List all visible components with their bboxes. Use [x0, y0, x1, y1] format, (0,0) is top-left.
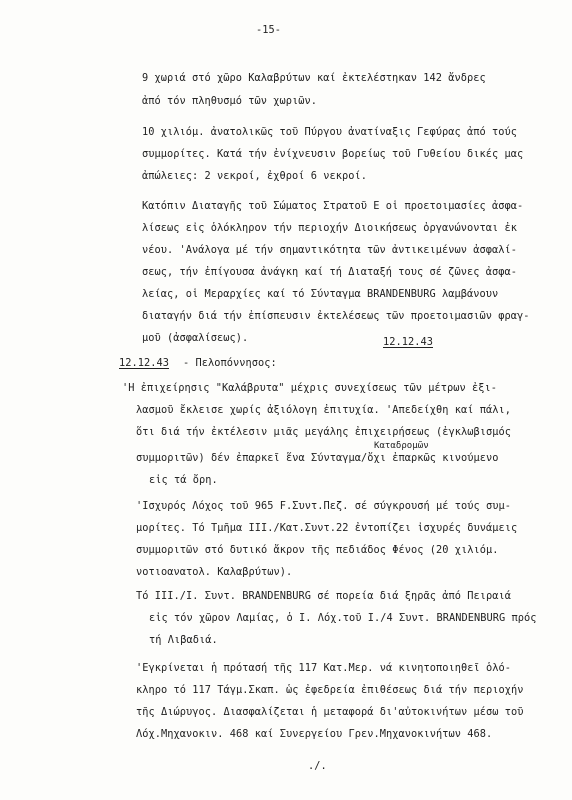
text-line: εἰς τά ὄρη. — [149, 474, 218, 486]
section-date: 12.12.43 — [119, 357, 169, 369]
section-title: - Πελοπόννησος: — [183, 357, 277, 369]
text-line: λασμοῦ ἔκλεισε χωρίς ἀξιόλογη ἐπιτυχία. 'Απεδείχθη καί πάλι, — [136, 404, 511, 416]
text-line: Τό III./I. Συντ. BRANDENBURG σέ πορεία διά ξηρᾶς ἀπό Πειραιά — [136, 590, 511, 602]
text-line: ὅτι διά τήν ἐκτέλεσιν μιᾶς μεγάλης ἐπιχειρήσεως (ἐγκλωβισμός — [136, 426, 511, 438]
text-line: Λόχ.Μηχανοκιν. 468 καί Συνεργείου Γρεν.Μηχανοκινήτων 468. — [136, 728, 493, 740]
text-line: τή Λιβαδιά. — [149, 634, 218, 646]
text-line: μορίτες. Τό Τμῆμα III./Κατ.Συντ.22 ἐντοπίζει ἰσχυρές δυνάμεις — [136, 522, 518, 534]
text-line: μοῦ (ἀσφαλίσεως). — [142, 332, 249, 344]
text-line: τῆς Διώρυγος. Διασφαλίζεται ἡ μεταφορά δι'αὐτοκινήτων μέσω τοῦ — [136, 706, 524, 718]
text-line: 'Εγκρίνεται ἡ πρότασή τῆς 117 Κατ.Μερ. νά κινητοποιηθεῖ ὁλό- — [136, 662, 511, 674]
text-line: εἰς τόν χῶρον Λαμίας, ὁ I. Λόχ.τοῦ I./4 Συντ. BRANDENBURG πρός — [149, 612, 537, 624]
text-line: λείας, οἱ Μεραρχίες καί τό Σύνταγμα BRANDENBURG λαμβάνουν — [142, 288, 499, 300]
text-line: συμμορίτες. Κατά τήν ἐνίχνευσιν βορείως τοῦ Γυθείου δικές μας — [142, 148, 524, 160]
text-line: 'Η ἐπιχείρησις "Καλάβρυτα" μέχρις συνεχίσεως τῶν μέτρων ἐξι- — [122, 382, 497, 394]
text-line: σεως, τήν ἐπίγουσα ἀνάγκη καί τή Διαταξή τους σέ ζῶνες ἀσφα- — [142, 266, 517, 278]
text-line: ἀπώλειες: 2 νεκροί, ἐχθροί 6 νεκροί. — [142, 170, 367, 182]
text-line: διαταγήν διά τήν ἐπίσπευσιν ἐκτελέσεως τῶν προετοιμασιῶν φραγ- — [142, 310, 530, 322]
page-number: -15- — [256, 24, 281, 36]
paragraph-date: 12.12.43 — [383, 336, 433, 348]
text-line: κληρο τό 117 Τάγμ.Σκαπ. ὡς ἐφεδρεία ἐπιθέσεως διά τήν περιοχήν — [136, 684, 524, 696]
text-line: λίσεως εἰς ὁλόκληρον τήν περιοχήν Διοικήσεως ὀργανώνονται ἐκ — [142, 222, 517, 234]
text-line: συμμοριτῶν στό δυτικό ἄκρον τῆς πεδιάδος Φένος (20 χιλιόμ. — [136, 544, 499, 556]
text-line: 'Ισχυρός Λόχος τοῦ 965 F.Συντ.Πεζ. σέ σύγκρουσή μέ τούς συμ- — [136, 500, 511, 512]
text-line: νέου. 'Ανάλογα μέ τήν σημαντικότητα τῶν ἀντικειμένων ἀσφαλί- — [142, 244, 517, 256]
text-line: νοτιοανατολ. Καλαβρύτων). — [136, 566, 293, 578]
text-line: ἀπό τόν πληθυσμό τῶν χωριῶν. — [142, 95, 317, 107]
handwritten-insert: Καταδρομῶν — [374, 441, 429, 451]
continuation-mark: ./. — [308, 760, 327, 772]
text-line: 10 χιλιόμ. ἀνατολικῶς τοῦ Πύργου ἀνατίναξις Γεφύρας ἀπό τούς — [142, 126, 517, 138]
text-line: 9 χωριά στό χῶρο Καλαβρύτων καί ἐκτελέστηκαν 142 ἄνδρες — [142, 72, 486, 84]
text-line: συμμοριτῶν) δέν ἐπαρκεῖ ἕνα Σύνταγμα/ὄχι ἐπαρκῶς κινούμενο — [136, 452, 499, 464]
text-line: Κατόπιν Διαταγῆς τοῦ Σώματος Στρατοῦ Ε οἱ προετοιμασίες ἀσφα- — [142, 200, 524, 212]
